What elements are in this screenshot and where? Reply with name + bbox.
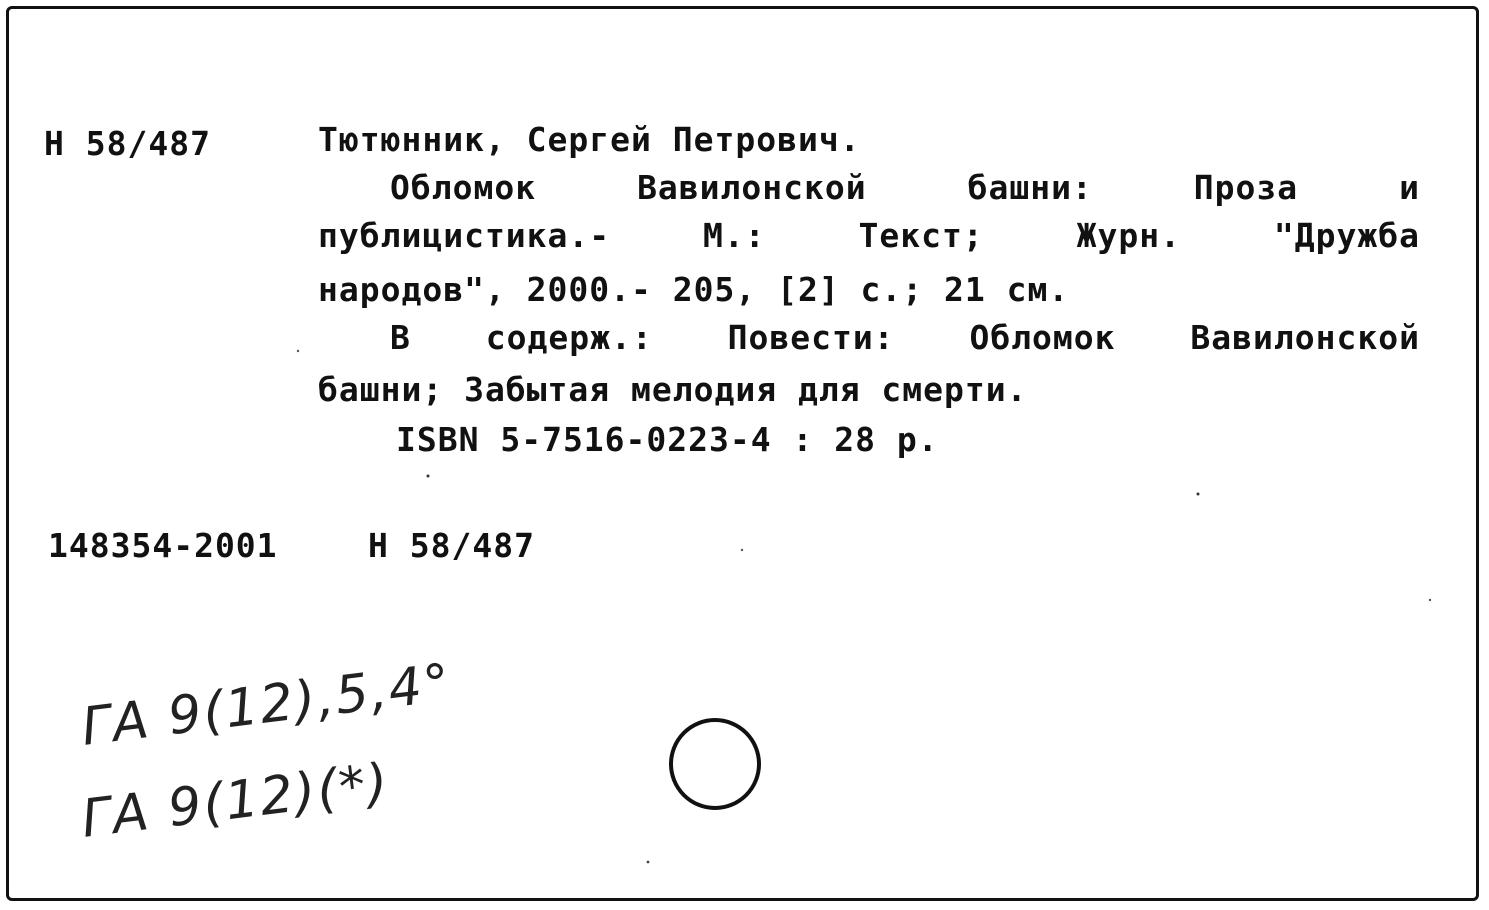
title-word: Журн. (1076, 216, 1181, 255)
title-word: Вавилонской (637, 168, 867, 207)
title-word: и (1399, 168, 1420, 207)
title-word: "Дружба (1273, 216, 1420, 255)
contents-word: Повести: (727, 318, 895, 357)
title-word: М.: (703, 216, 766, 255)
author-heading: Тютюнник, Сергей Петрович. (318, 120, 861, 159)
title-word: Проза (1193, 168, 1299, 207)
contents-word: Вавилонской (1190, 318, 1420, 357)
footer-shelfmark: Н 58/487 (368, 526, 535, 565)
shelfmark: Н 58/487 (44, 124, 211, 163)
contents-word: Обломок (969, 318, 1116, 357)
accession-number: 148354-2001 (48, 526, 278, 565)
isbn-line: ISBN 5-7516-0223-4 : 28 р. (396, 420, 939, 459)
contents-word: В (390, 318, 411, 357)
handwritten-classification-2: ГА 9(12)(*) (78, 752, 393, 850)
title-word: публицистика.- (318, 216, 611, 255)
handwritten-classification-1: ГА 9(12),5,4° (78, 652, 456, 758)
title-word: Текст; (858, 216, 984, 255)
contents-line-2: башни; Забытая мелодия для смерти. (318, 370, 1028, 409)
title-word: Обломок (390, 168, 537, 207)
title-word: башни: (967, 168, 1093, 207)
contents-word: содерж.: (485, 318, 653, 357)
imprint-line: народов", 2000.- 205, [2] с.; 21 см. (318, 270, 1070, 309)
